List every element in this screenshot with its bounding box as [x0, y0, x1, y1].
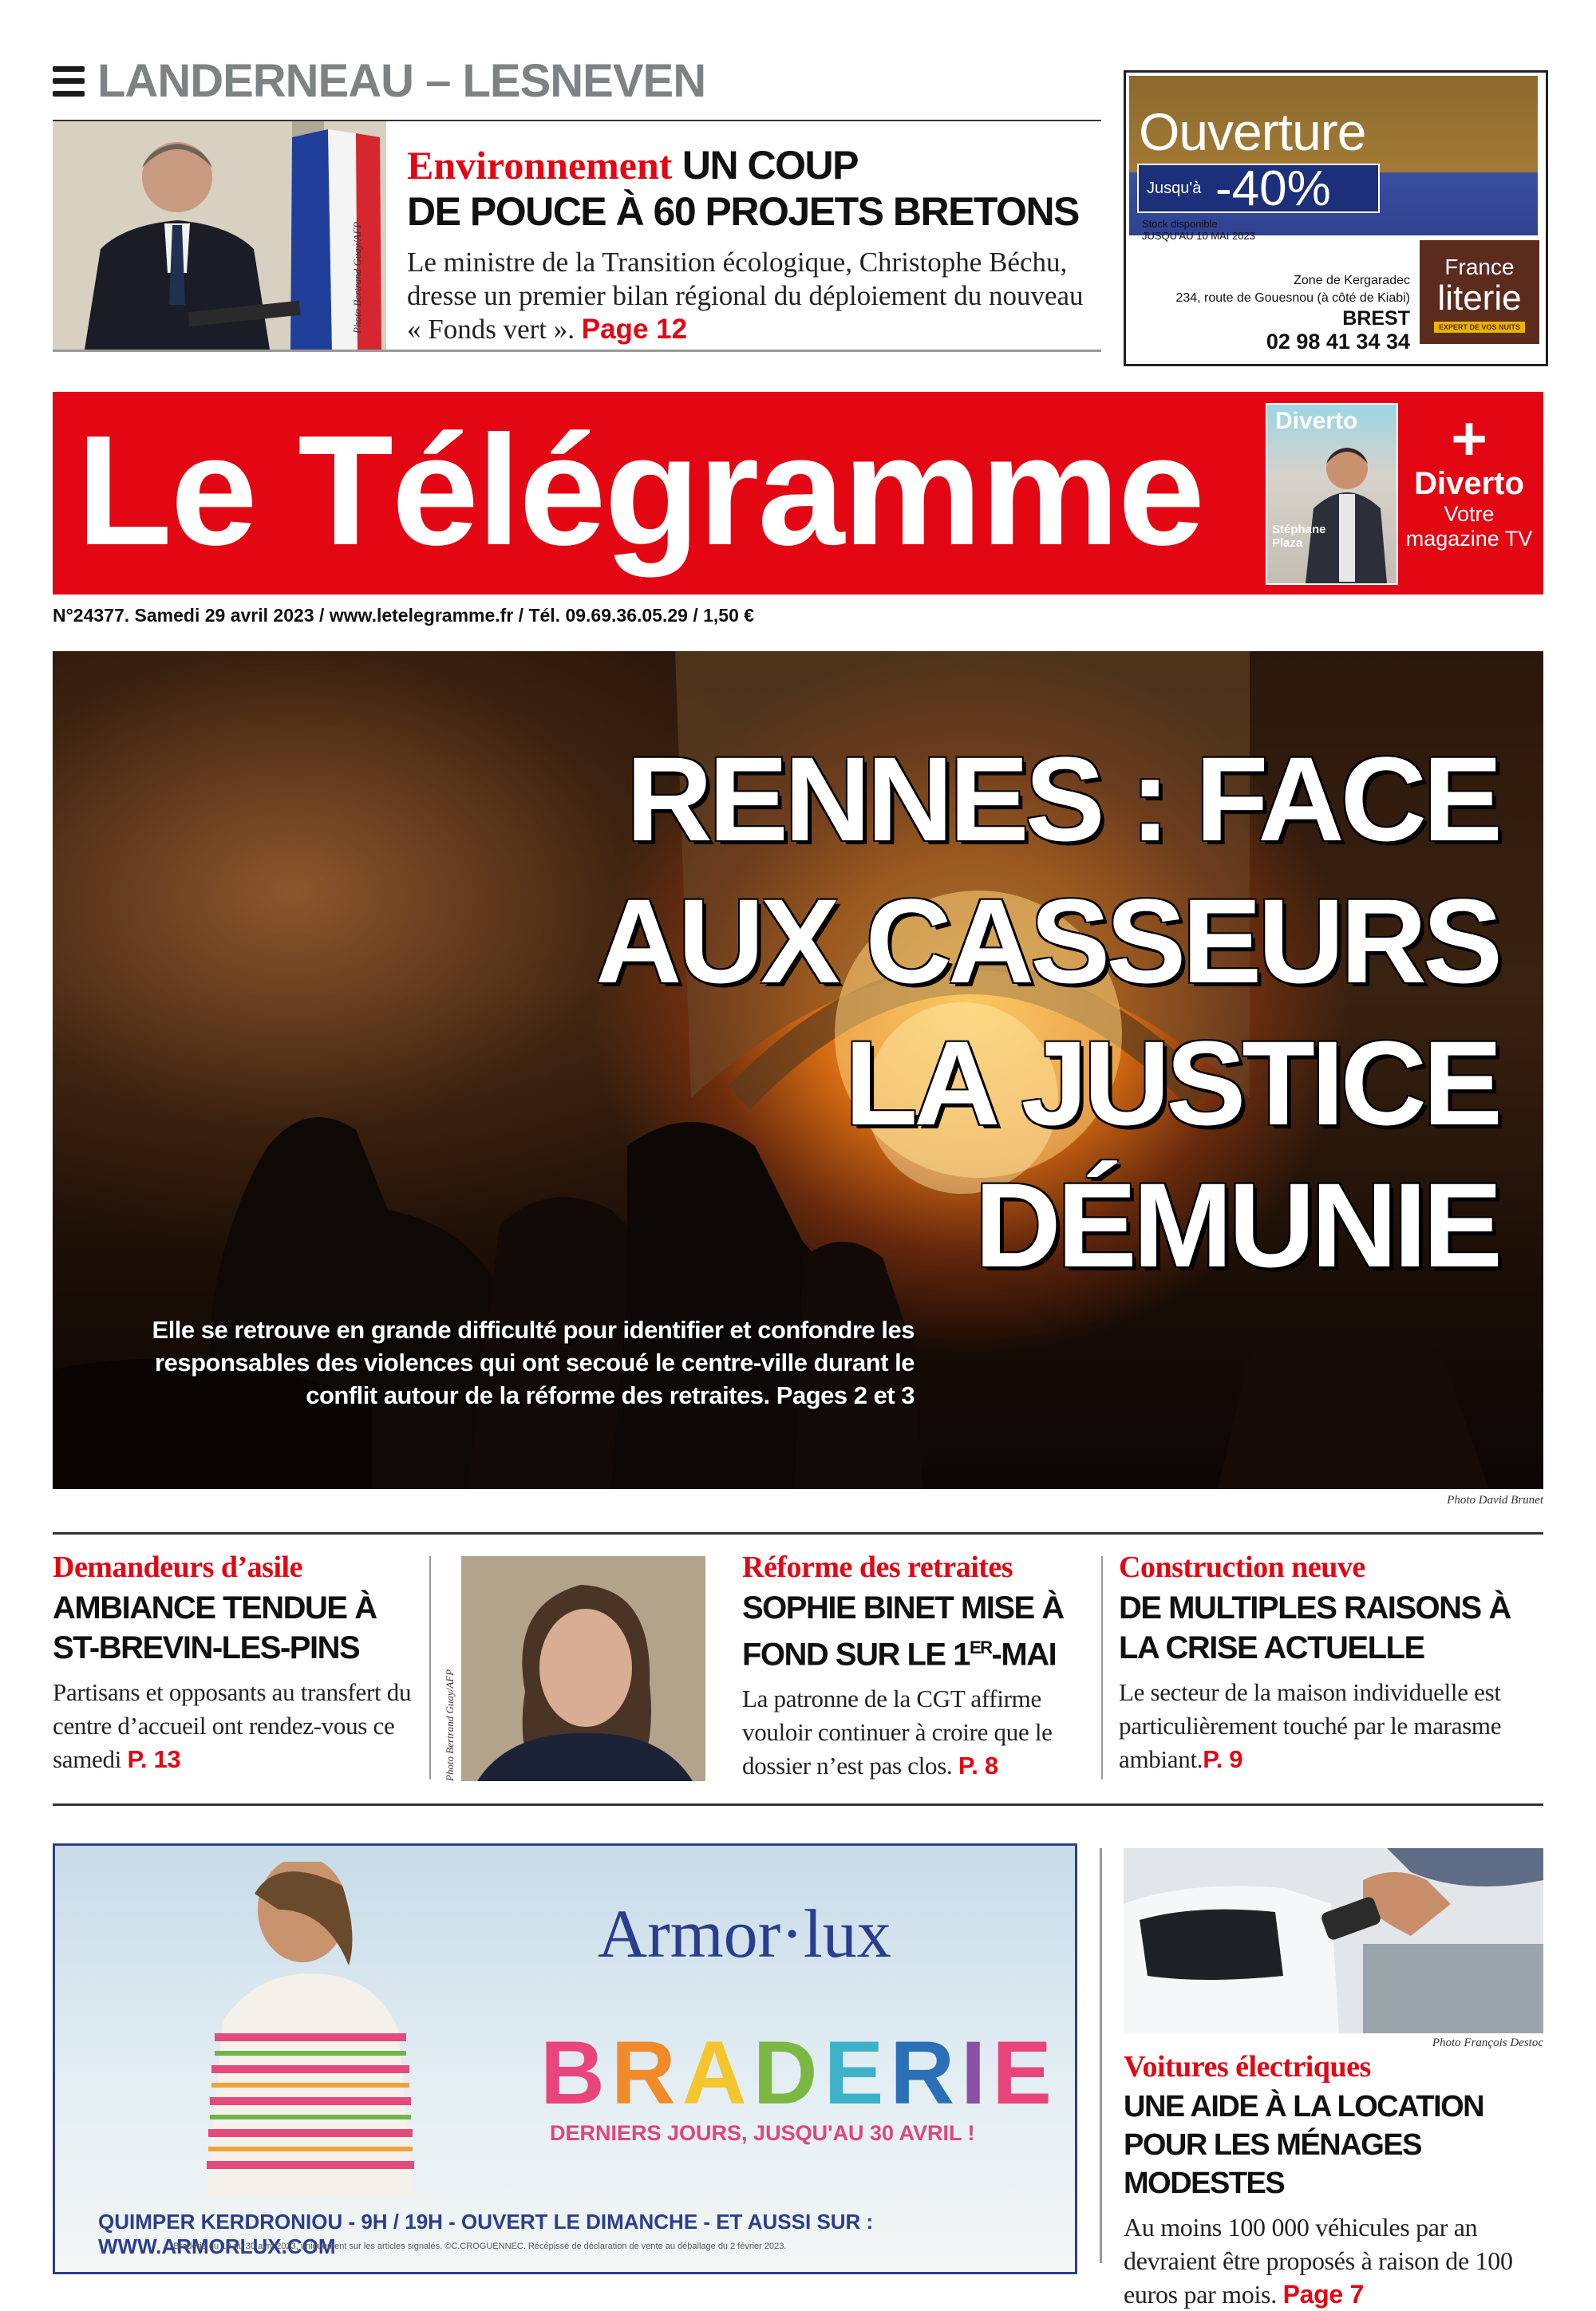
masthead	[53, 392, 1543, 595]
story-headline: AMBIANCE TENDUE À ST-BREVIN-LES-PINS	[53, 1590, 377, 1665]
ad-title: Ouverture	[1139, 102, 1366, 161]
hero-headline-line: DÉMUNIE	[974, 1158, 1499, 1292]
divider	[53, 350, 1101, 352]
story-construction[interactable]	[1119, 1550, 1543, 1776]
ad-brand-line1: France	[1444, 255, 1515, 279]
ad-discount-box	[1137, 161, 1380, 216]
ad-dates: DERNIERS JOURS, JUSQU'AU 30 AVRIL !	[550, 2121, 975, 2145]
braderie-letter: R	[890, 2023, 962, 2123]
ad-address	[1137, 272, 1410, 354]
story-page-ref[interactable]: P. 13	[127, 1745, 181, 1773]
story-asile[interactable]	[53, 1550, 428, 1776]
story-headline-text: SOPHIE BINET MISE À FOND SUR LE 1	[742, 1590, 1064, 1673]
story-page-ref[interactable]: Page 7	[1282, 2280, 1364, 2309]
braderie-letter: E	[992, 2023, 1058, 2123]
story-headline-sup: ER	[969, 1637, 992, 1657]
hero-headline-line: LA JUSTICE	[844, 1016, 1499, 1150]
sophie-binet-photo[interactable]	[461, 1556, 705, 1781]
braderie-letter: D	[753, 2023, 824, 2123]
ad-france-literie[interactable]	[1124, 70, 1548, 366]
top-story-rubric: Environnement	[407, 143, 673, 188]
hero-headline-line: RENNES : FACE	[626, 732, 1499, 866]
ev-charging-illustration	[1124, 1848, 1543, 2033]
story-rubric: Voitures électriques	[1124, 2050, 1371, 2084]
ad-stock	[1142, 218, 1255, 242]
top-story-headline	[407, 142, 1101, 235]
ad-phone[interactable]: 02 98 41 34 34	[1266, 330, 1410, 354]
ad-stock-line1: Stock disponible	[1142, 218, 1218, 230]
story-rubric: Construction neuve	[1119, 1551, 1365, 1584]
braderie-letter: R	[610, 2023, 682, 2123]
braderie-letter: I	[961, 2023, 993, 2123]
divider	[53, 1532, 1543, 1535]
story-retraites[interactable]	[742, 1550, 1093, 1783]
story-summary	[1124, 2210, 1547, 2311]
ad-stock-line2: JUSQU'AU 10 MAI 2023	[1142, 230, 1255, 242]
story-headline: UNE AIDE À LA LOCATION POUR LES MÉNAGES MODESTES	[1124, 2090, 1484, 2200]
ad-discount: -40%	[1215, 161, 1331, 216]
ad-armorlux[interactable]	[53, 1843, 1077, 2274]
top-story-headline-line2: DE POUCE À 60 PROJETS BRETONS	[407, 189, 1079, 234]
story-summary	[53, 1676, 428, 1776]
ad-promo-prefix: Jusqu'à	[1147, 180, 1202, 197]
top-story-summary	[407, 246, 1101, 346]
ad-address-line1: Zone de Kergaradec	[1294, 274, 1410, 287]
ad-city: BREST	[1342, 307, 1410, 330]
ad-address-line2: 234, route de Gouesnou (à côté de Kiabi)	[1175, 291, 1410, 305]
ad-brand: Armor·lux	[598, 1895, 891, 1972]
story-summary-text: Au moins 100 000 véhicules par an devraient être proposés à raison de 100 euros par mois.	[1124, 2213, 1513, 2309]
hero-story[interactable]	[53, 651, 1543, 1489]
story-summary-text: La patronne de la CGT affirme vouloir continuer à croire que le dossier n’est pas clos.	[742, 1685, 1053, 1780]
ad-legal: *Braderie du 19 au 30 avril 2023, uniquement sur les articles signalés. ©C.CROGUENNEC. Récépissé de déclaration de vente au déballage du 2 février 2023.	[170, 2242, 787, 2251]
diverto-promo[interactable]	[1401, 403, 1537, 551]
top-story-headline-line1: UN COUP	[681, 143, 858, 188]
diverto-promo-sub: Votre magazine TV	[1405, 502, 1533, 551]
hero-caption: Elle se retrouve en grande difficulté pour identifier et confondre les responsables des violences qui ont secoué le centre-ville durant le conflit autour de la réforme des retraites. Pages 2 et 3	[152, 1316, 915, 1409]
hero-photo-credit: Photo David Brunet	[1447, 1494, 1543, 1507]
ev-photo[interactable]	[1124, 1848, 1543, 2033]
diverto-promo-title: Diverto	[1414, 466, 1524, 501]
divider	[429, 1556, 431, 1780]
edition-label: LANDERNEAU – LESNEVEN	[97, 55, 706, 107]
story-summary	[742, 1682, 1093, 1783]
ad-brand-line2: literie	[1437, 279, 1522, 318]
cover-name: Stéphane Plaza	[1272, 523, 1326, 550]
divider	[53, 1803, 1543, 1806]
hero-headline	[595, 728, 1499, 1296]
story-summary	[1119, 1676, 1543, 1776]
braderie-letter: A	[681, 2023, 753, 2123]
story-rubric: Demandeurs d’asile	[53, 1551, 302, 1584]
story-page-ref[interactable]: P. 9	[1203, 1745, 1243, 1773]
story-page-ref[interactable]: P. 8	[958, 1752, 998, 1780]
cover-title: Diverto	[1275, 408, 1358, 434]
edition-header	[53, 54, 705, 108]
ad-braderie	[540, 2021, 1058, 2124]
portrait-illustration	[461, 1556, 705, 1781]
divider	[1100, 1848, 1102, 2263]
cover-person-illustration	[1299, 437, 1387, 583]
hero-headline-line: AUX CASSEURS	[595, 874, 1499, 1008]
story-rubric: Réforme des retraites	[742, 1551, 1013, 1584]
menu-icon[interactable]	[53, 66, 85, 97]
minister-photo-illustration	[53, 121, 386, 350]
braderie-letter: B	[540, 2023, 611, 2123]
story-summary-text: Le secteur de la maison individuelle est particulièrement touché par le marasme ambiant.	[1119, 1678, 1502, 1773]
top-story-page-ref[interactable]: Page 12	[581, 314, 688, 345]
story-voitures-electriques[interactable]	[1124, 2049, 1547, 2311]
ad-brand-logo	[1420, 240, 1539, 344]
top-story[interactable]	[407, 142, 1101, 346]
divider	[1101, 1556, 1103, 1780]
plus-icon: +	[1451, 403, 1487, 473]
photo-credit: Photo Bertrand Guay/AFP	[444, 1669, 456, 1781]
story-headline-text-end: -MAI	[991, 1637, 1057, 1673]
story-summary-text: Partisans et opposants au transfert du centre d’accueil ont rendez-vous ce samedi	[53, 1678, 412, 1773]
braderie-letter: E	[824, 2023, 891, 2123]
ad-model-illustration	[159, 1862, 494, 2197]
ev-photo-credit: Photo François Destoc	[1432, 2036, 1543, 2049]
top-story-summary-text: Le ministre de la Transition écologique, Christophe Béchu, dresse un premier bilan régional du déploiement du nouveau « Fonds vert ».	[407, 247, 1084, 345]
top-story-photo[interactable]	[53, 121, 386, 350]
story-headline: DE MULTIPLES RAISONS À LA CRISE ACTUELLE	[1119, 1590, 1511, 1665]
ad-brand-tagline: EXPERT DE VOS NUITS	[1434, 322, 1525, 333]
newspaper-title[interactable]: Le Télégramme	[77, 403, 1203, 578]
story-headline	[742, 1588, 1093, 1674]
issue-info: N°24377. Samedi 29 avril 2023 / www.letelegramme.fr / Tél. 09.69.36.05.29 / 1,50 €	[53, 605, 755, 626]
diverto-cover[interactable]	[1266, 403, 1398, 585]
ad-store-info[interactable]: QUIMPER KERDRONIOU - 9H / 19H - OUVERT LE DIMANCHE - ET AUSSI SUR : WWW.ARMORLUX.COM	[98, 2210, 874, 2258]
photo-credit: Photo Bertrand Guay/AFP	[351, 221, 363, 334]
